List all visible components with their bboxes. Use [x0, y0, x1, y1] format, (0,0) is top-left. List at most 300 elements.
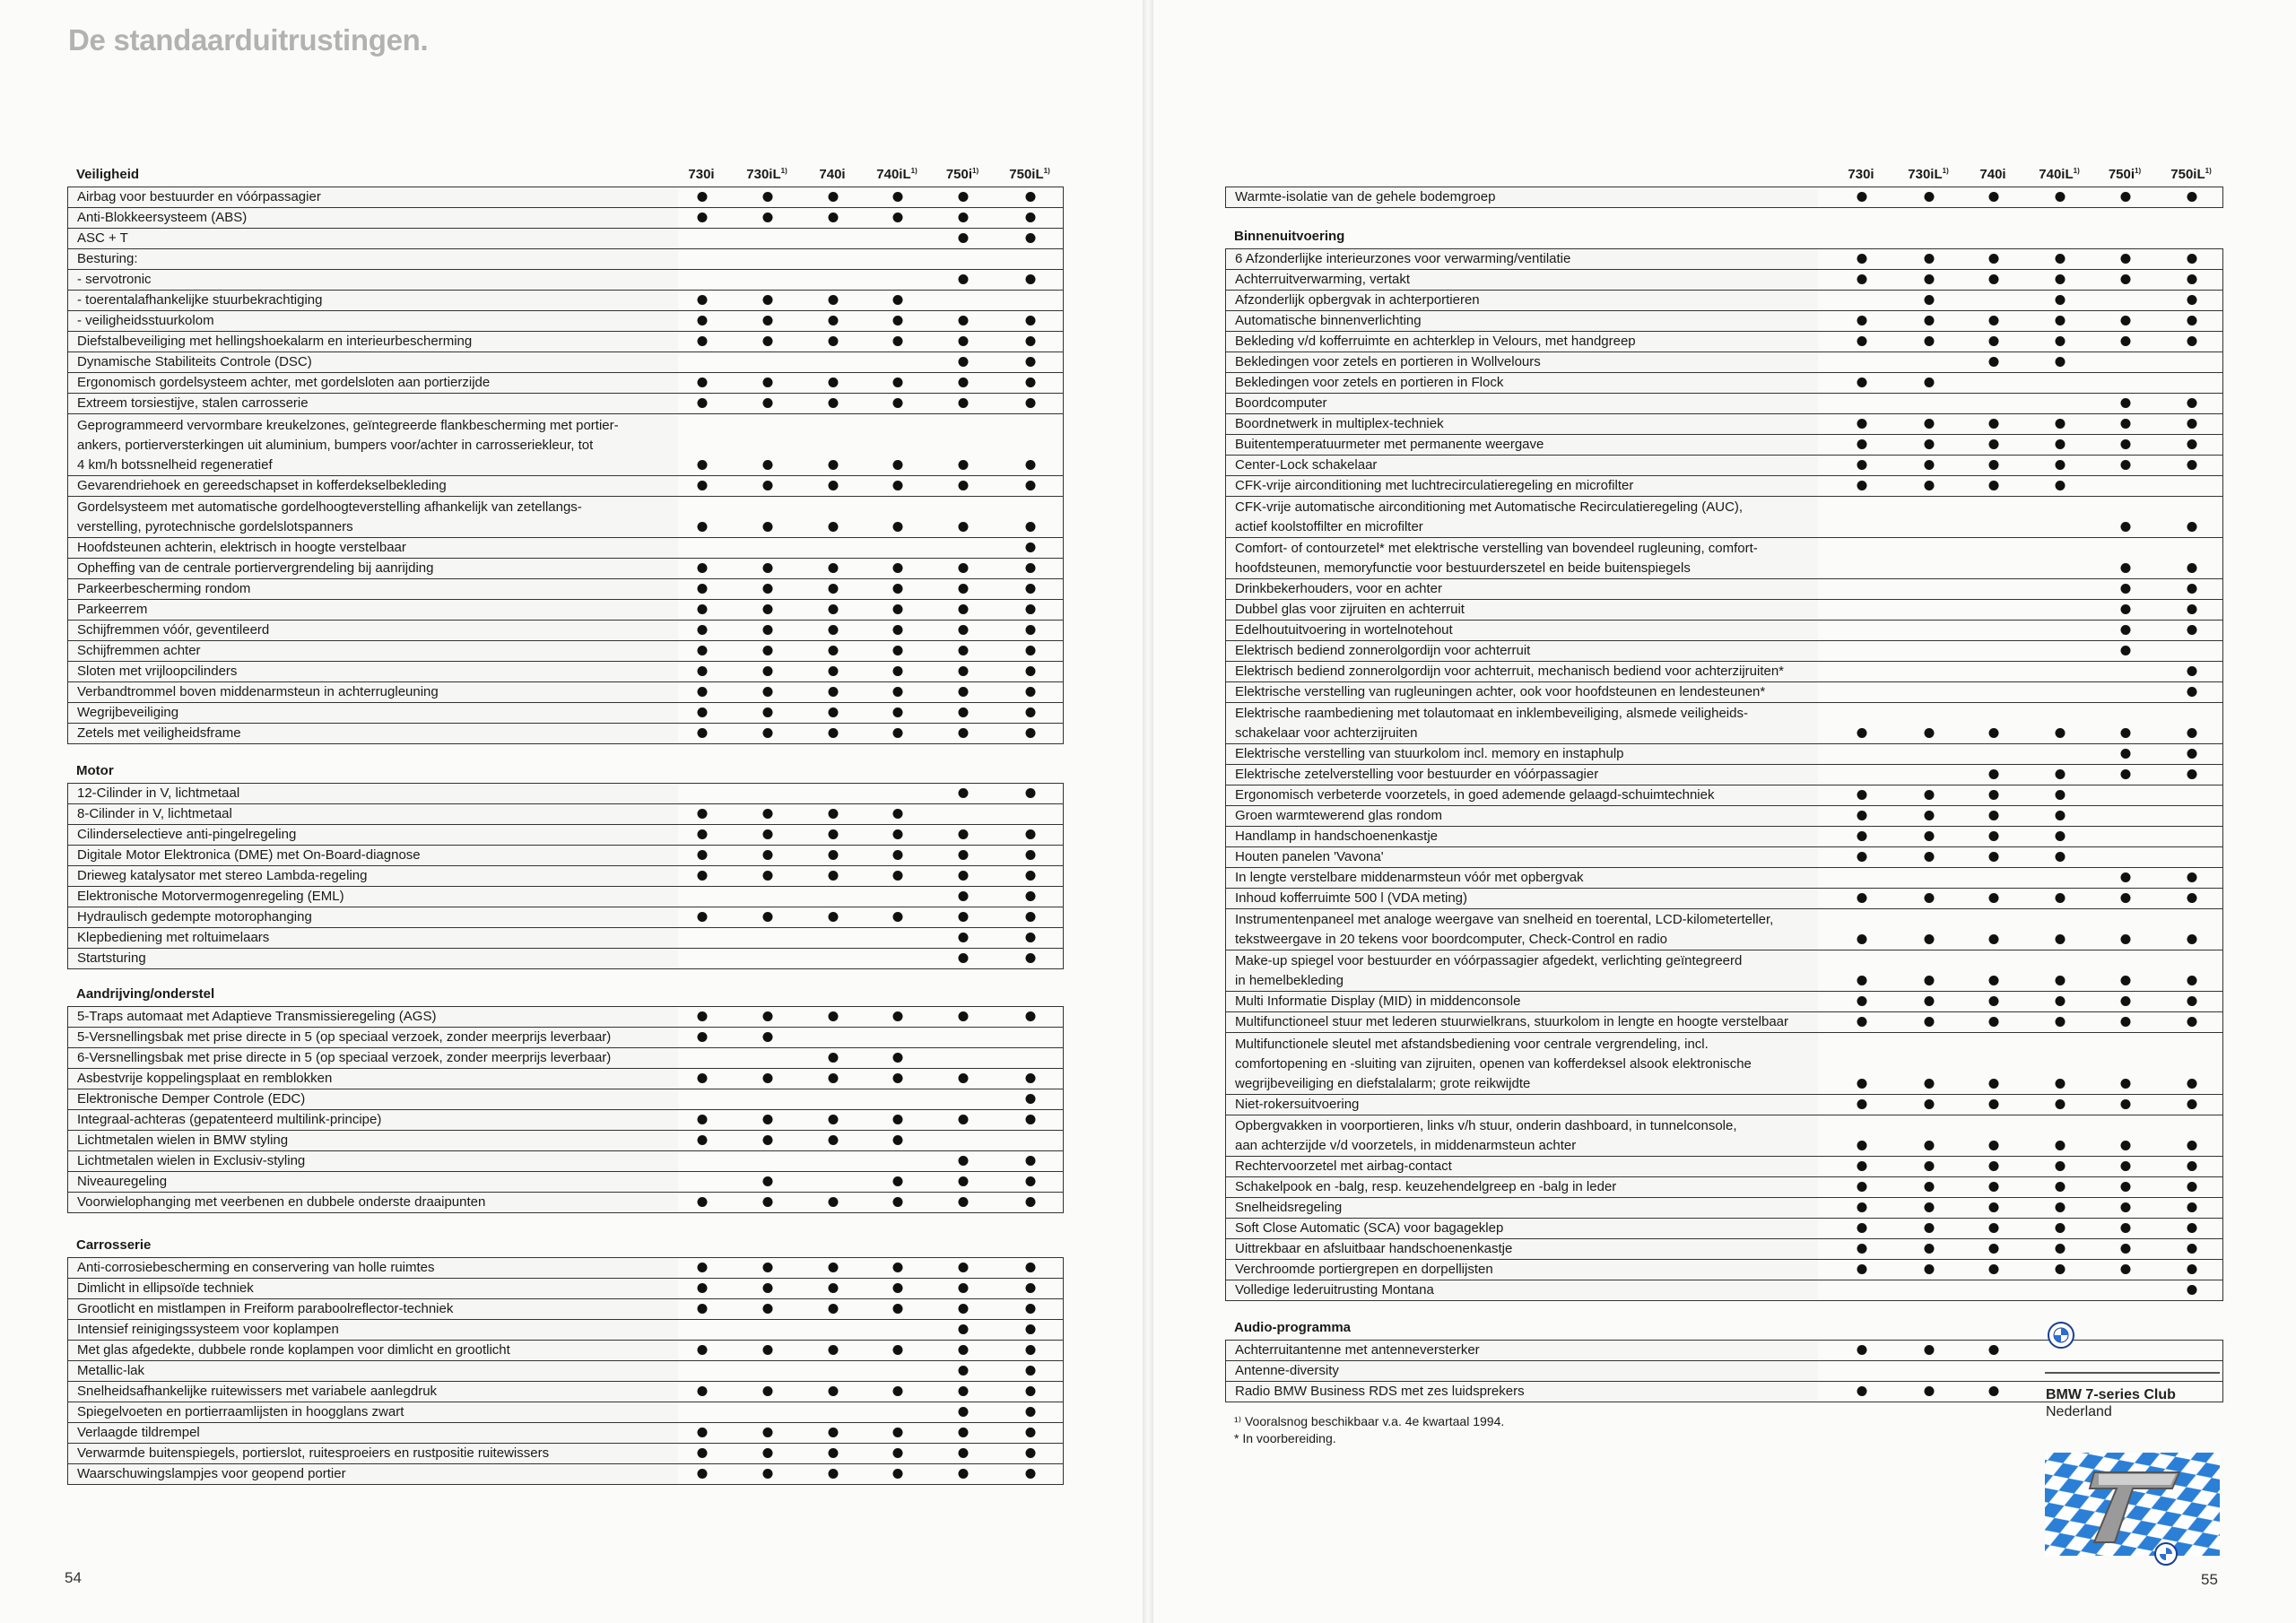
standard-dot-750i	[958, 1386, 968, 1396]
standard-dot-750i	[958, 646, 968, 655]
table-row	[68, 784, 1064, 804]
standard-dot-740iL	[892, 809, 902, 819]
standard-dot-740i	[1988, 419, 1998, 429]
standard-dot-740i	[1988, 976, 1998, 985]
standard-dot-730iL	[762, 213, 772, 222]
table-row	[1226, 992, 2223, 1012]
standard-dot-740iL	[2055, 1202, 2065, 1212]
standard-dot-740i	[828, 398, 838, 408]
table-row	[1226, 703, 2223, 744]
availability-cells	[678, 784, 1064, 804]
standard-dot-750iL	[2187, 460, 2196, 470]
standard-dot-740iL	[892, 1176, 902, 1186]
standard-dot-730iL	[1924, 893, 1934, 903]
standard-dot-750i	[958, 192, 968, 202]
feature-label: Geprogrammeerd vervormbare kreukelzones, geïntegreerde flankbescherming met portier- ankers, portierversterkingen uit aluminium, bumpers voor/achter in carrosseriekleur, tot 4 km/h botssnelheid regeneratief	[68, 414, 678, 476]
standard-dot-750iL	[1025, 378, 1035, 387]
availability-cells	[678, 1464, 1064, 1485]
standard-dot-740i	[828, 687, 838, 697]
standard-dot-750i	[958, 687, 968, 697]
section-heading: Binnenuitvoering	[1234, 229, 1345, 244]
table-row	[1226, 847, 2223, 868]
standard-dot-740i	[828, 378, 838, 387]
standard-dot-740i	[828, 563, 838, 573]
table-row	[68, 311, 1064, 332]
standard-dot-740i	[828, 481, 838, 490]
spec-table	[67, 783, 1064, 969]
standard-dot-730iL	[762, 1073, 772, 1083]
feature-label: Groen warmtewerend glas rondom	[1226, 806, 1818, 827]
standard-dot-730iL	[1924, 1264, 1934, 1274]
standard-dot-740i	[1988, 1099, 1998, 1109]
table-row	[68, 538, 1064, 559]
standard-dot-750i	[2120, 1161, 2130, 1171]
table-row	[1226, 889, 2223, 909]
standard-dot-730iL	[1924, 460, 1934, 470]
standard-dot-750i	[2120, 563, 2130, 573]
standard-dot-740iL	[2055, 274, 2065, 284]
feature-label: Niet-rokersuitvoering	[1226, 1095, 1818, 1115]
availability-cells	[678, 187, 1064, 208]
standard-dot-730iL	[762, 912, 772, 922]
model-header-730i	[688, 167, 714, 182]
standard-dot-730iL	[762, 584, 772, 594]
standard-dot-740iL	[2055, 439, 2065, 449]
standard-dot-750iL	[2187, 1141, 2196, 1150]
standard-dot-740iL	[2055, 460, 2065, 470]
feature-label: Afzonderlijk opbergvak in achterportieren	[1226, 291, 1818, 311]
standard-dot-750i	[958, 1366, 968, 1376]
standard-dot-740iL	[892, 1386, 902, 1396]
standard-dot-730iL	[1924, 316, 1934, 325]
standard-dot-740i	[828, 295, 838, 305]
standard-dot-750i	[958, 850, 968, 860]
availability-cells	[1818, 311, 2223, 332]
standard-dot-750i	[958, 829, 968, 839]
table-row	[1226, 394, 2223, 414]
standard-dot-750i	[958, 336, 968, 346]
standard-dot-730i	[697, 809, 707, 819]
standard-dot-740iL	[2055, 357, 2065, 367]
standard-dot-730iL	[762, 728, 772, 738]
standard-dot-740i	[1988, 790, 1998, 800]
standard-dot-750iL	[1025, 1197, 1035, 1207]
standard-dot-750i	[2120, 872, 2130, 882]
table-row	[1226, 249, 2223, 270]
model-footnote-mark: 1)	[972, 167, 979, 175]
standard-dot-730i	[697, 1263, 707, 1272]
table-row	[68, 1279, 1064, 1299]
standard-dot-750iL	[2187, 522, 2196, 532]
standard-dot-750iL	[1025, 1156, 1035, 1166]
standard-dot-750i	[958, 398, 968, 408]
feature-label: Elektrische verstelling van rugleuningen achter, ook voor hoofdsteunen en lendesteunen*	[1226, 682, 1818, 703]
standard-dot-740i	[1988, 811, 1998, 820]
standard-dot-750i	[2120, 460, 2130, 470]
standard-dot-730iL	[762, 687, 772, 697]
availability-cells	[1818, 332, 2223, 352]
standard-dot-750iL	[2187, 1223, 2196, 1233]
standard-dot-740iL	[2055, 254, 2065, 264]
standard-dot-740i	[828, 1386, 838, 1396]
standard-dot-740iL	[892, 1345, 902, 1355]
standard-dot-740iL	[2055, 295, 2065, 305]
standard-dot-750iL	[1025, 522, 1035, 532]
standard-dot-730i	[697, 1386, 707, 1396]
standard-dot-730i	[1857, 790, 1866, 800]
standard-dot-750iL	[1025, 687, 1035, 697]
standard-dot-740iL	[892, 1448, 902, 1458]
availability-cells	[1818, 291, 2223, 311]
standard-dot-730i	[1857, 1202, 1866, 1212]
table-row	[1226, 1095, 2223, 1115]
feature-label: - toerentalafhankelijke stuurbekrachtiging	[68, 291, 678, 311]
table-row	[68, 1028, 1064, 1048]
standard-dot-730i	[697, 378, 707, 387]
feature-label: Comfort- of contourzetel* met elektrische verstelling van bovendeel rugleuning, comfort- hoofdsteunen, memoryfunctie voor bestuurderszetel en beide buitenspiegels	[1226, 538, 1818, 579]
standard-dot-730iL	[762, 871, 772, 881]
availability-cells	[1818, 1033, 2223, 1095]
availability-cells	[678, 1299, 1064, 1320]
standard-dot-750i	[2120, 274, 2130, 284]
table-row	[68, 907, 1064, 928]
availability-cells	[678, 414, 1064, 476]
standard-dot-750i	[958, 1263, 968, 1272]
feature-label: Verchroomde portiergrepen en dorpellijsten	[1226, 1260, 1818, 1280]
standard-dot-730iL	[1924, 934, 1934, 944]
standard-dot-740iL	[2055, 893, 2065, 903]
standard-dot-750iL	[2187, 872, 2196, 882]
standard-dot-730i	[1857, 831, 1866, 841]
standard-dot-740iL	[2055, 976, 2065, 985]
standard-dot-750i	[2120, 522, 2130, 532]
availability-cells	[678, 559, 1064, 579]
standard-dot-750iL	[2187, 1244, 2196, 1254]
standard-dot-750iL	[2187, 1017, 2196, 1027]
standard-dot-730i	[697, 850, 707, 860]
standard-dot-750i	[958, 1156, 968, 1166]
availability-cells	[678, 229, 1064, 249]
model-header-740iL	[2039, 167, 2079, 182]
standard-dot-730i	[697, 1283, 707, 1293]
standard-dot-730i	[697, 912, 707, 922]
model-header-740iL	[876, 167, 917, 182]
feature-label: Grootlicht en mistlampen in Freiform paraboolreflector-techniek	[68, 1299, 678, 1320]
standard-dot-730iL	[762, 1135, 772, 1145]
standard-dot-750i	[958, 912, 968, 922]
availability-cells	[1818, 270, 2223, 291]
standard-dot-730iL	[762, 1283, 772, 1293]
table-row	[68, 724, 1064, 744]
availability-cells	[1818, 744, 2223, 765]
standard-dot-730i	[697, 871, 707, 881]
standard-dot-740i	[828, 850, 838, 860]
standard-dot-750iL	[1025, 1386, 1035, 1396]
availability-cells	[678, 291, 1064, 311]
feature-label: Handlamp in handschoenenkastje	[1226, 827, 1818, 847]
standard-dot-730i	[1857, 996, 1866, 1006]
standard-dot-730iL	[1924, 1079, 1934, 1089]
standard-dot-750iL	[1025, 707, 1035, 717]
model-footnote-mark: 1)	[1942, 167, 1949, 175]
standard-dot-740iL	[2055, 728, 2065, 738]
standard-dot-730i	[697, 1032, 707, 1042]
standard-dot-740iL	[892, 1011, 902, 1021]
feature-label: Startsturing	[68, 949, 678, 969]
standard-dot-730i	[697, 522, 707, 532]
standard-dot-730i	[697, 192, 707, 202]
feature-label: Elektrische zetelverstelling voor bestuurder en vóórpassagier	[1226, 765, 1818, 785]
feature-label: 5-Versnellingsbak met prise directe in 5 (op speciaal verzoek, zonder meerprijs leverbaar)	[68, 1028, 678, 1048]
standard-dot-740i	[828, 1448, 838, 1458]
standard-dot-730iL	[762, 829, 772, 839]
feature-label: Anti-corrosiebescherming en conservering van holle ruimtes	[68, 1258, 678, 1279]
feature-label: - veiligheidsstuurkolom	[68, 311, 678, 332]
availability-cells	[1818, 1341, 2223, 1361]
book-gutter	[1143, 0, 1153, 1623]
standard-dot-730i	[1857, 1223, 1866, 1233]
standard-dot-740i	[828, 1283, 838, 1293]
table-row	[1226, 270, 2223, 291]
standard-dot-740iL	[892, 584, 902, 594]
availability-cells	[678, 394, 1064, 414]
standard-dot-730i	[697, 829, 707, 839]
standard-dot-730iL	[1924, 295, 1934, 305]
standard-dot-730iL	[1924, 378, 1934, 387]
standard-dot-750iL	[1025, 646, 1035, 655]
availability-cells	[1818, 950, 2223, 992]
standard-dot-730i	[697, 1197, 707, 1207]
standard-dot-750iL	[2187, 398, 2196, 408]
standard-dot-750iL	[1025, 728, 1035, 738]
standard-dot-750iL	[2187, 1079, 2196, 1089]
standard-dot-730iL	[762, 1386, 772, 1396]
spec-table	[67, 1006, 1064, 1213]
standard-dot-740i	[1988, 1264, 1998, 1274]
table-row	[68, 1464, 1064, 1485]
standard-dot-740iL	[892, 728, 902, 738]
standard-dot-740i	[1988, 852, 1998, 862]
feature-label: Anti-Blokkeersysteem (ABS)	[68, 208, 678, 229]
feature-label: Spiegelvoeten en portierraamlijsten in hoogglans zwart	[68, 1402, 678, 1423]
availability-cells	[678, 1320, 1064, 1341]
availability-cells	[1818, 1219, 2223, 1239]
standard-dot-750i	[958, 1428, 968, 1437]
standard-dot-750i	[958, 1176, 968, 1186]
standard-dot-730iL	[1924, 1161, 1934, 1171]
feature-label: Diefstalbeveiliging met hellingshoekalarm en interieurbescherming	[68, 332, 678, 352]
table-row	[1226, 909, 2223, 950]
standard-dot-730iL	[1924, 831, 1934, 841]
availability-cells	[678, 497, 1064, 538]
model-footnote-mark: 1)	[910, 167, 918, 175]
availability-cells	[678, 1151, 1064, 1172]
standard-dot-740i	[828, 829, 838, 839]
feature-label: Multi Informatie Display (MID) in middenconsole	[1226, 992, 1818, 1012]
standard-dot-730i	[697, 1011, 707, 1021]
standard-dot-750iL	[1025, 398, 1035, 408]
table-row	[68, 1151, 1064, 1172]
feature-label: Gordelsysteem met automatische gordelhoogteverstelling afhankelijk van zetellangs- verstelling, pyrotechnische gordelslotspanners	[68, 497, 678, 538]
spec-table	[67, 187, 1064, 744]
table-row	[68, 682, 1064, 703]
availability-cells	[678, 724, 1064, 744]
standard-dot-730i	[697, 707, 707, 717]
standard-dot-750i	[2120, 749, 2130, 759]
availability-cells	[678, 1028, 1064, 1048]
availability-cells	[1818, 600, 2223, 621]
availability-cells	[678, 621, 1064, 641]
standard-dot-750i	[958, 1197, 968, 1207]
table-row	[68, 703, 1064, 724]
feature-label: Metallic-lak	[68, 1361, 678, 1382]
standard-dot-750i	[958, 233, 968, 243]
standard-dot-730iL	[1924, 976, 1934, 985]
table-row	[1226, 1177, 2223, 1198]
standard-dot-740iL	[892, 646, 902, 655]
standard-dot-750iL	[1025, 1176, 1035, 1186]
standard-dot-730i	[1857, 1141, 1866, 1150]
availability-cells	[678, 208, 1064, 229]
table-row	[68, 1089, 1064, 1110]
standard-dot-740i	[1988, 1079, 1998, 1089]
standard-dot-730i	[697, 563, 707, 573]
standard-dot-740iL	[892, 604, 902, 614]
standard-dot-750iL	[2187, 976, 2196, 985]
standard-dot-740iL	[892, 1053, 902, 1063]
standard-dot-740iL	[892, 1304, 902, 1314]
model-name: 730i	[1848, 167, 1874, 182]
feature-label: Center-Lock schakelaar	[1226, 456, 1818, 476]
availability-cells	[1818, 889, 2223, 909]
availability-cells	[678, 579, 1064, 600]
standard-dot-750iL	[1025, 871, 1035, 881]
feature-label: 6-Versnellingsbak met prise directe in 5 (op speciaal verzoek, zonder meerprijs leverbaar)	[68, 1048, 678, 1069]
standard-dot-730i	[1857, 893, 1866, 903]
standard-dot-740i	[1988, 1202, 1998, 1212]
standard-dot-740iL	[2055, 852, 2065, 862]
standard-dot-750i	[2120, 439, 2130, 449]
standard-dot-740i	[1988, 893, 1998, 903]
standard-dot-740i	[828, 707, 838, 717]
standard-dot-730iL	[762, 398, 772, 408]
availability-cells	[678, 887, 1064, 907]
standard-dot-730i	[1857, 976, 1866, 985]
standard-dot-740i	[828, 1345, 838, 1355]
standard-dot-750iL	[2187, 604, 2196, 614]
standard-dot-730i	[1857, 728, 1866, 738]
feature-label: Elektrisch bediend zonnerolgordijn voor achterruit, mechanisch bediend voor achterzijruiten*	[1226, 662, 1818, 682]
availability-cells	[678, 1423, 1064, 1444]
standard-dot-730iL	[1924, 1345, 1934, 1355]
standard-dot-740iL	[2055, 481, 2065, 490]
availability-cells	[1818, 456, 2223, 476]
availability-cells	[1818, 621, 2223, 641]
table-row	[68, 1320, 1064, 1341]
standard-dot-750iL	[2187, 254, 2196, 264]
table-row	[68, 949, 1064, 969]
table-row	[68, 394, 1064, 414]
model-name: 750i	[945, 167, 973, 182]
availability-cells	[678, 1402, 1064, 1423]
standard-dot-740iL	[892, 1135, 902, 1145]
table-row	[1226, 332, 2223, 352]
standard-dot-730i	[697, 460, 707, 470]
standard-dot-750i	[2120, 1244, 2130, 1254]
standard-dot-750i	[2120, 1223, 2130, 1233]
feature-label: Sloten met vrijloopcilinders	[68, 662, 678, 682]
feature-label: Make-up spiegel voor bestuurder en vóórpassagier afgedekt, verlichting geïntegreerd in hemelbekleding	[1226, 950, 1818, 992]
standard-dot-740iL	[892, 1283, 902, 1293]
standard-dot-750iL	[1025, 788, 1035, 798]
availability-cells	[1818, 1115, 2223, 1157]
standard-dot-740i	[828, 213, 838, 222]
standard-dot-750iL	[2187, 996, 2196, 1006]
feature-label: Wegrijbeveiliging	[68, 703, 678, 724]
availability-cells	[1818, 373, 2223, 394]
standard-dot-740i	[828, 666, 838, 676]
availability-cells	[678, 1193, 1064, 1213]
standard-dot-730i	[1857, 254, 1866, 264]
feature-label: CFK-vrije airconditioning met luchtrecirculatieregeling en microfilter	[1226, 476, 1818, 497]
club-name	[2046, 1386, 2176, 1420]
table-row	[68, 187, 1064, 208]
model-name: 730iL	[746, 167, 781, 182]
standard-dot-740i	[828, 192, 838, 202]
feature-label: Klepbediening met roltuimelaars	[68, 928, 678, 949]
spec-table	[1225, 248, 2223, 1301]
page-number-left: 54	[65, 1569, 82, 1586]
standard-dot-740iL	[2055, 790, 2065, 800]
table-row	[68, 291, 1064, 311]
standard-dot-740iL	[892, 1263, 902, 1272]
standard-dot-740i	[1988, 934, 1998, 944]
standard-dot-730iL	[1924, 1099, 1934, 1109]
standard-dot-730iL	[1924, 1202, 1934, 1212]
standard-dot-750i	[2120, 996, 2130, 1006]
standard-dot-750iL	[1025, 584, 1035, 594]
availability-cells	[678, 703, 1064, 724]
standard-dot-750iL	[1025, 357, 1035, 367]
feature-label: Elektronische Demper Controle (EDC)	[68, 1089, 678, 1110]
model-header-730i	[1848, 167, 1874, 182]
standard-dot-750i	[958, 1469, 968, 1479]
bmw-roundel-small-icon	[2154, 1542, 2178, 1566]
model-name: 750i	[2108, 167, 2135, 182]
standard-dot-750i	[958, 728, 968, 738]
standard-dot-740i	[1988, 357, 1998, 367]
feature-label: In lengte verstelbare middenarmsteun vóór met opbergvak	[1226, 868, 1818, 889]
standard-dot-740iL	[892, 1197, 902, 1207]
standard-dot-750i	[958, 1073, 968, 1083]
availability-cells	[1818, 538, 2223, 579]
feature-label: Snelheidsafhankelijke ruitewissers met variabele aanlegdruk	[68, 1382, 678, 1402]
standard-dot-750iL	[1025, 1366, 1035, 1376]
standard-dot-750iL	[2187, 439, 2196, 449]
standard-dot-740i	[1988, 336, 1998, 346]
standard-dot-740i	[1988, 1223, 1998, 1233]
standard-dot-740iL	[892, 213, 902, 222]
standard-dot-740i	[1988, 1244, 1998, 1254]
feature-label: Verwarmde buitenspiegels, portierslot, ruitesproeiers en rustpositie ruitewissers	[68, 1444, 678, 1464]
standard-dot-750iL	[2187, 192, 2196, 202]
standard-dot-750i	[958, 1448, 968, 1458]
standard-dot-740iL	[892, 871, 902, 881]
standard-dot-740i	[1988, 254, 1998, 264]
footnote-preparation: * In voorbereiding.	[1234, 1431, 1336, 1445]
standard-dot-740i	[1988, 1345, 1998, 1355]
table-row	[1226, 1115, 2223, 1157]
